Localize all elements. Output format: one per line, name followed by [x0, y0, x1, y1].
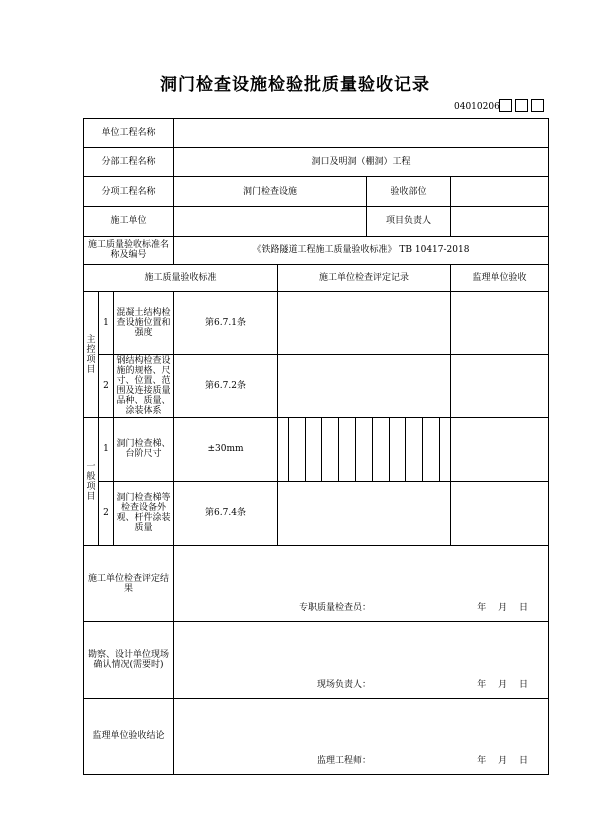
measurement-cell[interactable]	[372, 418, 389, 480]
item-description: 洞门检查梯、台阶尺寸	[114, 418, 174, 481]
survey-confirm-label: 勘察、设计单位现场确认情况(需要时)	[84, 622, 174, 698]
construction-unit-value[interactable]	[174, 207, 367, 236]
measurement-cell[interactable]	[322, 418, 339, 480]
item-clause: 第6.7.1条	[174, 291, 278, 354]
project-manager-label: 项目负责人	[367, 207, 451, 236]
contractor-record-cell[interactable]	[278, 355, 451, 418]
unit-project-value[interactable]	[174, 119, 549, 148]
form-code: 04010206	[454, 102, 500, 112]
project-manager-value[interactable]	[451, 207, 549, 236]
col-standard-header: 施工质量验收标准	[84, 264, 278, 291]
item-description: 洞门检查梯等检查设备外观、杆件涂装质量	[114, 481, 174, 545]
item-number: 2	[99, 481, 114, 545]
measurement-grid	[278, 418, 451, 481]
item-number: 1	[99, 418, 114, 481]
measurement-cell[interactable]	[423, 418, 440, 480]
contractor-signer-label: 专职质量检查员：	[299, 603, 372, 614]
standard-label: 施工质量验收标准名称及编号	[84, 236, 174, 264]
construction-unit-label: 施工单位	[84, 207, 174, 236]
supervisor-acceptance-cell[interactable]	[451, 291, 549, 354]
measurement-cell[interactable]	[406, 418, 423, 480]
supervisor-conclusion-label: 监理单位验收结论	[84, 698, 174, 774]
division-value[interactable]: 洞口及明洞（棚洞）工程	[174, 148, 549, 177]
col-contractor-record-header: 施工单位检查评定记录	[278, 264, 451, 291]
measurement-cell[interactable]	[288, 418, 305, 480]
supervisor-conclusion-cell[interactable]	[174, 698, 549, 774]
measurement-cell[interactable]	[280, 418, 288, 480]
inspection-form	[83, 118, 549, 775]
contractor-result-label: 施工单位检查评定结果	[84, 545, 174, 621]
acceptance-part-value[interactable]	[451, 177, 549, 207]
supervisor-acceptance-cell[interactable]	[451, 418, 549, 481]
code-box-1[interactable]	[499, 99, 512, 112]
item-number: 2	[99, 355, 114, 418]
subitem-label: 分项工程名称	[84, 177, 174, 207]
item-clause: ±30mm	[174, 418, 278, 481]
standard-value[interactable]: 《铁路隧道工程施工质量验收标准》 TB 10417-2018	[174, 236, 549, 264]
date-label: 年 月 日	[477, 756, 528, 766]
supervisor-signer-label: 监理工程师：	[317, 756, 372, 766]
contractor-record-cell[interactable]	[278, 291, 451, 354]
subitem-value[interactable]: 洞门检查设施	[174, 177, 367, 207]
division-label: 分部工程名称	[84, 148, 174, 177]
date-label: 年 月 日	[477, 603, 528, 614]
measurement-cell[interactable]	[305, 418, 322, 480]
measurement-cell[interactable]	[339, 418, 356, 480]
item-number: 1	[99, 291, 114, 354]
measurement-cell[interactable]	[389, 418, 406, 480]
contractor-record-cell[interactable]	[278, 481, 451, 545]
form-title: 洞门检查设施检验批质量验收记录	[160, 75, 430, 95]
measurement-cell[interactable]	[356, 418, 373, 480]
survey-confirm-cell[interactable]	[174, 622, 549, 698]
code-box-2[interactable]	[515, 99, 528, 112]
code-box-3[interactable]	[531, 99, 544, 112]
measurement-cell[interactable]	[440, 418, 448, 480]
general-group-label: 一般项目	[84, 418, 99, 546]
supervisor-acceptance-cell[interactable]	[451, 355, 549, 418]
item-description: 混凝土结构检查设施位置和强度	[114, 291, 174, 354]
item-clause: 第6.7.4条	[174, 481, 278, 545]
survey-signer-label: 现场负责人：	[317, 679, 372, 690]
item-clause: 第6.7.2条	[174, 355, 278, 418]
supervisor-acceptance-cell[interactable]	[451, 481, 549, 545]
main-control-group-label: 主控项目	[84, 291, 99, 418]
item-description: 钢结构检查设施的规格、尺寸、位置、范围及连接质量品种、质量、涂装体系	[114, 355, 174, 418]
date-label: 年 月 日	[477, 679, 528, 690]
unit-project-label: 单位工程名称	[84, 119, 174, 148]
contractor-result-cell[interactable]	[174, 545, 549, 621]
acceptance-part-label: 验收部位	[367, 177, 451, 207]
col-supervisor-header: 监理单位验收	[451, 264, 549, 291]
